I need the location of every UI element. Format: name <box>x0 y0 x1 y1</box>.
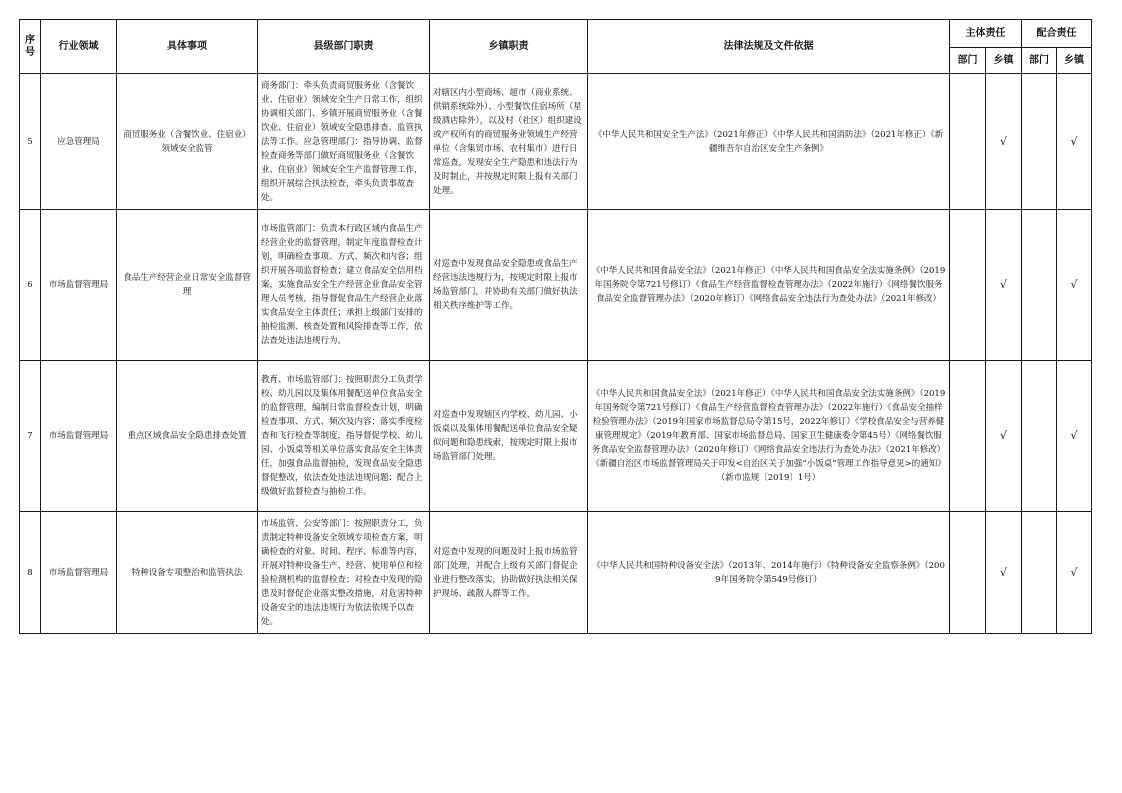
cell-coop-town-check: √ <box>1057 512 1092 634</box>
cell-county-duty: 商务部门：牵头负责商贸服务业（含餐饮业、住宿业）领域安全生产日常工作，组织协调相关部门、乡镇开展商贸服务业（含餐饮业、住宿业）领域安全隐患排查、监管执法等工作。应急管理部门：指导协调、监督检查商务等部门做好商贸服务业（含餐饮业、住宿业）领域安全生产监督管理工作，组织开展综合执法检查，牵头负责事故查处。 <box>258 74 430 210</box>
cell-county-duty: 市场监管、公安等部门：按照职责分工，负责制定特种设备安全领域专项检查方案，明确检查的对象、时间、程序、标准等内容，开展对特种设备生产、经营、使用单位和检验检测机构的监督检查；对检查中发现的隐患及时督促企业落实整改措施，对危害特种设备安全的违法违规行为依法依规予以查处。 <box>258 512 430 634</box>
header-town: 乡镇职责 <box>430 20 588 74</box>
responsibility-table-sheet <box>19 19 1092 634</box>
header-row-1 <box>20 20 1092 48</box>
cell-coop-town-check: √ <box>1057 74 1092 210</box>
cell-main-town-check: √ <box>986 361 1022 512</box>
cell-industry: 市场监督管理局 <box>41 512 117 634</box>
cell-industry: 市场监督管理局 <box>41 210 117 361</box>
cell-item: 重点区域食品安全隐患排查处置 <box>117 361 258 512</box>
cell-county-duty: 市场监管部门：负责本行政区域内食品生产经营企业的监督管理，制定年度监督检查计划，明确检查事项、方式、频次和内容；组织开展各项监督检查；建立食品安全信用档案，实施食品安全生产经营企业食品安全管理人员考核，指导督促食品生产经营企业落实食品安全主体责任；承担上级部门安排的抽检监测、核查处置和风险排查等工作，依法查处违法违规行为。 <box>258 210 430 361</box>
cell-town-duty: 对巡查中发现食品安全隐患或食品生产经营违法违规行为，按规定时限上报市场监管部门，并协助有关部门做好执法相关秩序维护等工作。 <box>430 210 588 361</box>
cell-town-duty: 对巡查中发现的问题及时上报市场监管部门处理，并配合上级有关部门督促企业进行整改落实，协助做好执法相关保护现场、疏散人群等工作。 <box>430 512 588 634</box>
cell-town-duty: 对巡查中发现辖区内学校、幼儿园、小饭桌以及集体用餐配送单位食品安全疑似问题和隐患线索，按规定时限上报市场监管部门处理。 <box>430 361 588 512</box>
header-law: 法律法规及文件依据 <box>588 20 950 74</box>
table-row <box>20 74 1092 210</box>
responsibility-table <box>19 19 1092 634</box>
cell-law-basis: 《中华人民共和国食品安全法》（2021年修正）《中华人民共和国食品安全法实施条例》（2019年国务院令第721号修订）《食品生产经营监督检查管理办法》（2022年施行）《食品安全抽样检验管理办法》（2019年国家市场监督总局令第15号，2022年修订）《学校食品安全与营养健康管理规定》（2019年教育部、国家市场监督总局、国家卫生健康委令第45号）《网络餐饮服务食品安全监督管理办法》（2020年修订）《网络食品安全违法行为查处办法》（2021年修改）《新疆自治区市场监督管理局关于印发<自治区关于加强“小饭桌”管理工作指导意见>的通知》（新市监规〔2019〕1号） <box>588 361 950 512</box>
table-row <box>20 210 1092 361</box>
cell-coop-town-check: √ <box>1057 210 1092 361</box>
header-industry: 行业领域 <box>41 20 117 74</box>
header-main-dept: 部门 <box>950 48 986 74</box>
cell-main-town-check: √ <box>986 74 1022 210</box>
cell-law-basis: 《中华人民共和国特种设备安全法》（2013年、2014年施行）《特种设备安全监察条例》（2009年国务院令第549号修订） <box>588 512 950 634</box>
cell-industry: 市场监督管理局 <box>41 361 117 512</box>
cell-coop-dept <box>1022 361 1057 512</box>
cell-law-basis: 《中华人民共和国食品安全法》（2021年修正）《中华人民共和国食品安全法实施条例》（2019年国务院令第721号修订）《食品生产经营监督检查管理办法》（2022年施行）《网络餐饮服务食品安全监督管理办法》（2020年修订）《网络食品安全违法行为查处办法》（2021年修改） <box>588 210 950 361</box>
table-row <box>20 512 1092 634</box>
cell-main-dept <box>950 74 986 210</box>
header-county: 县级部门职责 <box>258 20 430 74</box>
cell-main-town-check: √ <box>986 512 1022 634</box>
cell-coop-dept <box>1022 512 1057 634</box>
cell-town-duty: 对辖区内小型商场、超市（商业系统、供销系统除外）、小型餐饮住宿场所（星级酒店除外），以及村（社区）组织建设或产权所有的商贸服务业领域生产经营单位（含集贸市场、农村集市）进行日常巡查，发现安全生产隐患和违法行为及时制止，并按规定时限上报有关部门处理。 <box>430 74 588 210</box>
cell-main-town-check: √ <box>986 210 1022 361</box>
header-main-resp: 主体责任 <box>950 20 1022 48</box>
cell-county-duty: 教育、市场监管部门：按照职责分工负责学校、幼儿园以及集体用餐配送单位食品安全的监督管理，编制日常监督检查计划，明确检查事项、方式、频次及内容；落实季度检查和飞行检查等制度，指导督促学校、幼儿园、小饭桌等相关单位落实食品安全主体责任，加强食品监督抽检，发现食品安全隐患督促整改，依法查处违法违规问题；配合上级做好监督检查与抽检工作。 <box>258 361 430 512</box>
cell-seq: 6 <box>20 210 41 361</box>
cell-coop-dept <box>1022 74 1057 210</box>
cell-item: 商贸服务业（含餐饮业、住宿业）领域安全监管 <box>117 74 258 210</box>
cell-coop-town-check: √ <box>1057 361 1092 512</box>
cell-main-dept <box>950 512 986 634</box>
cell-coop-dept <box>1022 210 1057 361</box>
header-item: 具体事项 <box>117 20 258 74</box>
cell-seq: 7 <box>20 361 41 512</box>
cell-main-dept <box>950 361 986 512</box>
cell-seq: 5 <box>20 74 41 210</box>
header-coop-township: 乡镇 <box>1057 48 1092 74</box>
cell-seq: 8 <box>20 512 41 634</box>
cell-industry: 应急管理局 <box>41 74 117 210</box>
cell-main-dept <box>950 210 986 361</box>
table-row <box>20 361 1092 512</box>
header-seq: 序号 <box>20 20 41 74</box>
cell-item: 特种设备专项整治和监管执法 <box>117 512 258 634</box>
cell-law-basis: 《中华人民共和国安全生产法》（2021年修正）《中华人民共和国消防法》（2021年修正）《新疆维吾尔自治区安全生产条例》 <box>588 74 950 210</box>
cell-item: 食品生产经营企业日常安全监督管理 <box>117 210 258 361</box>
header-coop-dept: 部门 <box>1022 48 1057 74</box>
header-coop-resp: 配合责任 <box>1022 20 1092 48</box>
header-main-township: 乡镇 <box>986 48 1022 74</box>
